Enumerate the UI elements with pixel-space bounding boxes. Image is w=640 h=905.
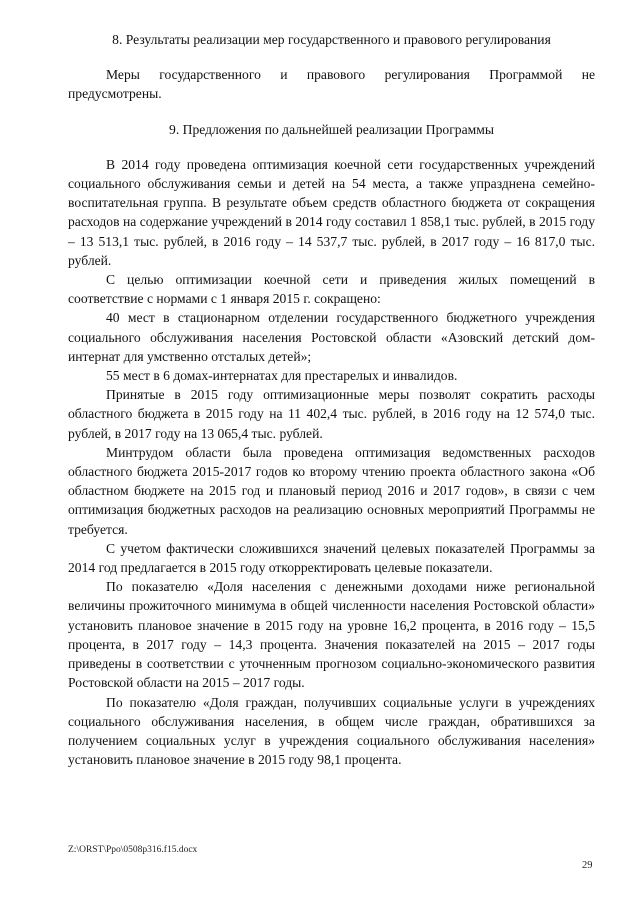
- paragraph-poverty-indicator: По показателю «Доля населения с денежными доходами ниже региональной величины прожиточного минимума в общей численности населения Ростовской области» установить плановое значение в 2015 году на уровне 16,2 процента, в 2016 году – 15,5 процента, в 2017 году – 14,3 процента. Значения показателей на 2015 – 2017 годы приведены в соответствии с уточненным прогнозом социально-экономического развития Ростовской области на 2015 – 2017 годы.: [68, 579, 595, 691]
- section-8-text: Меры государственного и правового регулирования Программой не предусмотрены.: [68, 67, 595, 102]
- paragraph-social-services-indicator: По показателю «Доля граждан, получивших социальные услуги в учреждениях социального обслуживания населения, в общем числе граждан, обратившихся за получением социальных услуг в учреждения социального обслуживания населения» установить плановое значение в 2015 году 98,1 процента.: [68, 694, 595, 768]
- section-8-heading: 8. Результаты реализации мер государственного и правового регулирования: [112, 32, 551, 47]
- section-9-heading: 9. Предложения по дальнейшей реализации Программы: [169, 121, 494, 137]
- paragraph-savings-2015: Принятые в 2015 году оптимизационные меры позволят сократить расходы областного бюджета в 2015 году на 11 402,4 тыс. рублей, в 2016 году на 12 574,0 тыс. рублей, в 2017 году на 13 065,4 тыс. рублей.: [68, 387, 595, 441]
- paragraph-mintrud-optimization: Минтрудом области была проведена оптимизация ведомственных расходов областного бюджета 2015-2017 годов ко второму чтению проекта областного закона «Об областном бюджете на 2015 год и плановый период 2016 и 2017 годов», в связи с чем оптимизация бюджетных расходов на реализацию основных мероприятий Программы не требуется.: [68, 444, 595, 537]
- file-path-footer: Z:\ORST\Ppo\0508p316.f15.docx: [68, 845, 198, 855]
- paragraph-reduction-intro: С целью оптимизации коечной сети и приведения жилых помещений в соответствие с нормами с 1 января 2015 г. сокращено:: [68, 272, 595, 307]
- paragraph-azov-reduction: 40 мест в стационарном отделении государственного бюджетного учреждения социального обслуживания населения Ростовской области «Азовский детский дом-интернат для умственно отсталых детей»;: [68, 310, 595, 364]
- document-page: [68, 30, 595, 769]
- paragraph-indicator-correction: С учетом фактически сложившихся значений целевых показателей Программы за 2014 год предлагается в 2015 году откорректировать целевые показатели.: [68, 540, 595, 576]
- paragraph-optimization-2014: В 2014 году проведена оптимизация коечной сети государственных учреждений социального обслуживания семьи и детей на 54 места, а также упразднена семейно-воспитательная группа. В результате объем средств областного бюджета от сокращения расходов на содержание учреждений в 2014 году составил 1 858,1 тыс. рублей, в 2015 году – 13 513,1 тыс. рублей, в 2016 году – 14 537,7 тыс. рублей, в 2017 году – 16 817,0 тыс. рублей.: [68, 156, 595, 268]
- paragraph-55-places: 55 мест в 6 домах-интернатах для престарелых и инвалидов.: [106, 368, 458, 384]
- page-number: 29: [582, 860, 593, 871]
